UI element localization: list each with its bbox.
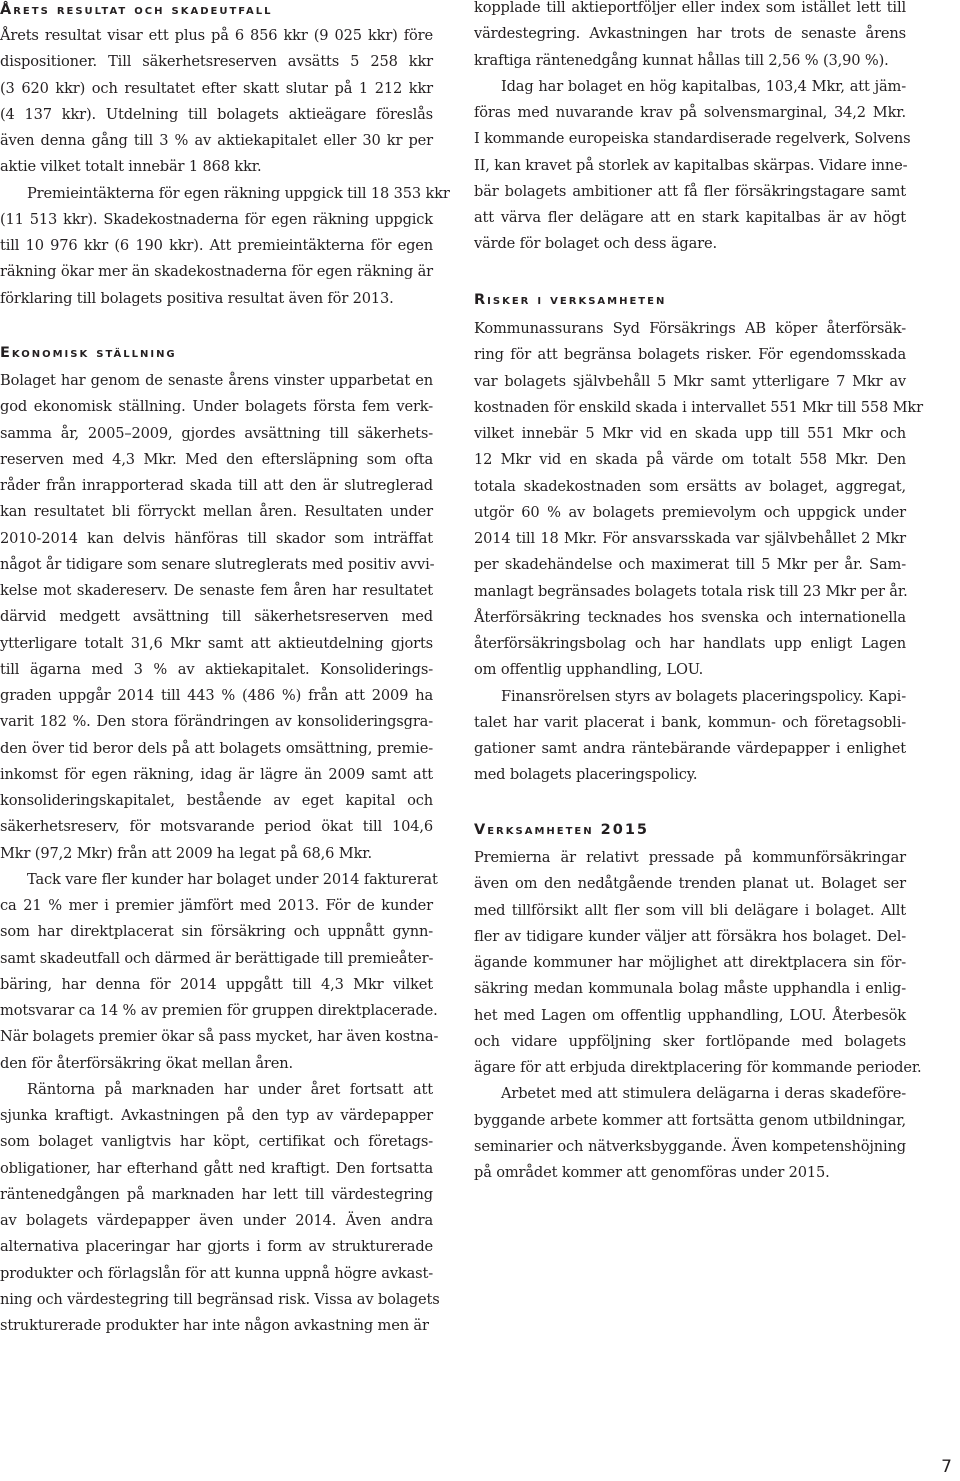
text-line: ytterligare totalt 31,6 Mkr samt att aktieutdelning gjorts (0, 634, 433, 652)
text-line: (4 137 kkr). Utdelning till bolagets aktieägare föreslås (0, 105, 433, 123)
text-line: samt skadeutfall och därmed är berättigade till premieåter- (0, 949, 434, 967)
text-line: kraftiga räntenedgång kunnat hållas till 2,56 % (3,90 %). (474, 51, 889, 69)
text-line: bäring, har denna för 2014 uppgått till 4,3 Mkr vilket (0, 975, 433, 993)
text-line: graden uppgår 2014 till 443 % (486 %) från att 2009 ha (0, 687, 433, 704)
text-line: Arbetet med att stimulera delägarna i deras skadeföre- (501, 1085, 906, 1103)
text-line: talet har varit placerat i bank, kommun- och företagsobli- (474, 713, 906, 731)
text-line: konsolideringskapitalet, bestående av eget kapital och (0, 792, 433, 809)
text-line: reserven med 4,3 Mkr. Med den eftersläpning som ofta (0, 450, 433, 468)
page-number: 7 (941, 1457, 952, 1477)
text-line: (3 620 kkr) och resultatet efter skatt slutar på 1 212 kkr (0, 79, 433, 97)
text-line: ca 21 % mer i premier jämfört med 2013. För de kunder (0, 897, 433, 914)
text-line: Finansrörelsen styrs av bolagets placeringspolicy. Kapi- (501, 687, 906, 705)
text-line: II, kan kravet på storlek av kapitalbas skärpas. Vidare inne- (474, 156, 908, 174)
text-line: alternativa placeringar har gjorts i form av strukturerade (0, 1238, 433, 1256)
text-line: med bolagets placeringspolicy. (474, 766, 698, 784)
text-line: produkter och förlagslån för att kunna uppnå högre avkast- (0, 1264, 433, 1282)
text-line: utgör 60 % av bolagets premievolym och uppgick under (474, 503, 906, 521)
text-line: som bolaget vanligtvis har köpt, certifikat och företags- (0, 1133, 433, 1151)
text-line: något år tidigare som senare slutreglerats med positiv avvi- (0, 555, 435, 573)
text-line: sjunka kraftigt. Avkastningen på den typ av värdepapper (0, 1107, 433, 1124)
text-line: värdestegring. Avkastningen har trots de senaste årens (474, 25, 906, 43)
text-line: var bolagets självbehåll 5 Mkr samt ytterligare 7 Mkr av (474, 372, 906, 390)
text-line: Kommunassurans Syd Försäkrings AB köper återförsäk- (474, 320, 906, 337)
text-line: med tillförsikt allt fler som vill bli delägare i bolaget. Allt (474, 901, 906, 919)
section-heading: Risker i verksamheten (474, 292, 667, 308)
text-line: därvid medgett avsättning till säkerhetsreserven med (0, 608, 433, 626)
text-line: Återförsäkring tecknades hos svenska och internationella (474, 608, 906, 626)
text-line: Tack vare fler kunder har bolaget under 2014 fakturerat (27, 870, 438, 888)
text-line: kelse mot skadereserv. De senaste fem åren har resultatet (0, 582, 433, 599)
text-line: den över tid beror dels på att bolagets omsättning, premie- (0, 739, 433, 757)
text-line: kopplade till aktieportföljer eller index som istället lett till (474, 0, 906, 16)
text-line: manlagt begränsades bolagets totala risk till 23 Mkr per år. (474, 582, 908, 600)
text-line: ägande kommuner har möjlighet att direktplacera sin för- (474, 954, 906, 971)
text-line: 12 Mkr vid en skada på värde om totalt 558 Mkr. Den (474, 451, 906, 469)
text-line: och vidare uppföljning sker fortlöpande med bolagets (474, 1032, 906, 1050)
text-line: på området kommer att genomföras under 2015. (474, 1164, 830, 1181)
text-line: god ekonomisk ställning. Under bolagets första fem verk- (0, 398, 433, 416)
text-line: seminarier och nätverksbyggande. Även kompetenshöjning (474, 1137, 906, 1155)
text-line: ning och värdestegring till begränsad risk. Vissa av bolagets (0, 1290, 440, 1308)
section-heading: Ekonomisk ställning (0, 345, 177, 361)
text-line: att värva fler delägare att en stark kapitalbas är av högt (474, 209, 906, 226)
text-line: värde för bolaget och dess ägare. (474, 235, 717, 253)
text-line: strukturerade produkter har inte någon avkastning men är (0, 1317, 429, 1334)
text-line: om offentlig upphandling, LOU. (474, 661, 704, 679)
text-line: även om den nedåtgående trenden planat ut. Bolaget ser (474, 875, 906, 893)
text-line: som har direktplacerat sin försäkring och uppnått gynn- (0, 923, 433, 941)
text-line: (11 513 kkr). Skadekostnaderna för egen räkning uppgick (0, 210, 433, 228)
text-line: När bolagets premier ökar så pass mycket, har även kostna- (0, 1028, 439, 1046)
text-line: Räntorna på marknaden har under året fortsatt att (27, 1080, 433, 1098)
text-line: ägare för att erbjuda direktplacering för kommande perioder. (474, 1059, 922, 1076)
text-line: byggande arbete kommer att fortsätta genom utbildningar, (474, 1111, 906, 1129)
text-line: återförsäkringsbolag och har handlats upp enligt Lagen (474, 635, 906, 652)
text-line: föras med nuvarande krav på solvensmarginal, 34,2 Mkr. (474, 104, 906, 121)
text-line: 2014 till 18 Mkr. För ansvarsskada var självbehållet 2 Mkr (474, 530, 906, 547)
text-line: Mkr (97,2 Mkr) från att 2009 ha legat på 68,6 Mkr. (0, 844, 372, 862)
text-line: gationer samt andra räntebärande värdepapper i enlighet (474, 740, 906, 757)
text-line: vilket innebär 5 Mkr vid en skada upp till 551 Mkr och (474, 425, 906, 442)
text-line: räkning ökar mer än skadekostnaderna för egen räkning är (0, 263, 433, 281)
text-line: kan resultatet bli förryckt mellan åren. Resultaten under (0, 503, 433, 521)
text-line: till ägarna med 3 % av aktiekapitalet. Konsoliderings- (0, 660, 433, 678)
text-line: varit 182 %. Den stora förändringen av konsolideringsgra- (0, 713, 433, 731)
text-line: aktie vilket totalt innebär 1 868 kkr. (0, 158, 262, 176)
text-line: till 10 976 kkr (6 190 kkr). Att premieintäkterna för egen (0, 237, 433, 254)
text-line: råder från inrapporterad skada till att den är slutreglerad (0, 477, 433, 494)
text-line: även denna gång till 3 % av aktiekapitalet eller 30 kr per (0, 132, 433, 149)
text-line: het med Lagen om offentlig upphandling, LOU. Återbesök (474, 1006, 906, 1024)
text-line: säkerhetsreserv, för motsvarande period ökat till 104,6 (0, 818, 433, 836)
text-line: dispositioner. Till säkerhetsreserven avsätts 5 258 kkr (0, 53, 433, 71)
text-line: totala skadekostnaden som ersätts av bolaget, aggregat, (474, 477, 906, 495)
text-line: Premieintäkterna för egen räkning uppgick till 18 353 kkr (27, 184, 450, 202)
text-line: säkring medan kommunala bolag måste upphandla i enlig- (474, 980, 906, 998)
text-line: förklaring till bolagets positiva resultat även för 2013. (0, 289, 394, 307)
text-line: Idag har bolaget en hög kapitalbas, 103,4 Mkr, att jäm- (501, 77, 906, 95)
text-line: bär bolagets ambitioner att få fler försäkringstagare samt (474, 182, 906, 200)
text-line: Bolaget har genom de senaste årens vinster upparbetat en (0, 372, 433, 389)
text-line: ring för att begränsa bolagets risker. För egendomsskada (474, 346, 906, 364)
text-line: inkomst för egen räkning, idag är lägre än 2009 samt att (0, 765, 433, 783)
section-heading: Verksamheten 2015 (474, 822, 650, 838)
text-line: per skadehändelse och maximerat till 5 Mkr per år. Sam- (474, 556, 906, 574)
text-line: samma år, 2005–2009, gjordes avsättning till säkerhets- (0, 424, 433, 442)
text-line: fler av tidigare kunder väljer att försäkra hos bolaget. Del- (474, 927, 906, 945)
text-line: obligationer, har efterhand gått ned kraftigt. Den fortsatta (0, 1159, 433, 1177)
text-line: av bolagets värdepapper även under 2014. Även andra (0, 1212, 433, 1229)
text-line: Årets resultat visar ett plus på 6 856 kkr (9 025 kkr) före (0, 27, 433, 44)
section-heading: Årets resultat och skadeutfall (0, 2, 273, 18)
text-line: Premierna är relativt pressade på kommunförsäkringar (474, 849, 906, 866)
text-line: den för återförsäkring ökat mellan åren. (0, 1054, 293, 1072)
text-line: 2010-2014 kan delvis hänföras till skador som inträffat (0, 529, 433, 547)
text-line: I kommande europeiska standardiserade regelverk, Solvens (474, 130, 911, 148)
text-line: kostnaden för enskild skada i intervallet 551 Mkr till 558 Mkr (474, 398, 923, 416)
text-line: motsvarar ca 14 % av premien för gruppen direktplacerade. (0, 1002, 438, 1019)
text-line: räntenedgången på marknaden har lett till värdestegring (0, 1185, 433, 1203)
